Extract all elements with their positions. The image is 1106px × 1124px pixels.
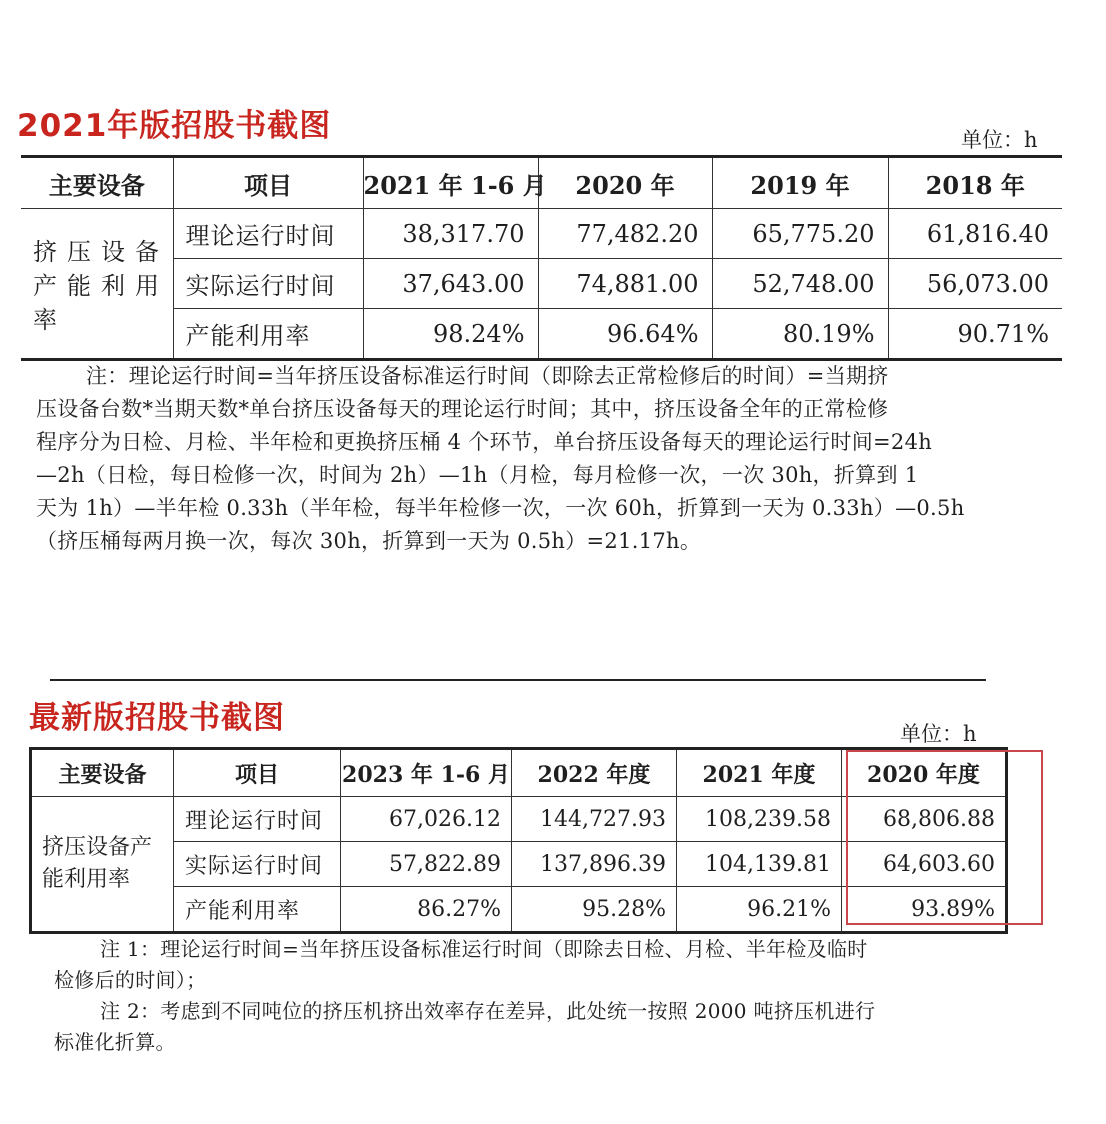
item-cell: 理论运行时间 [174, 797, 341, 842]
value-cell: 68,806.88 [842, 797, 1007, 842]
note-line: 注：理论运行时间=当年挤压设备标准运行时间（即除去正常检修后的时间）=当期挤 [86, 364, 889, 388]
note-line: （挤压桶每两月换一次，每次 30h，折算到一天为 0.5h）=21.17h。 [36, 529, 702, 553]
value-cell: 80.19% [712, 309, 888, 360]
value-cell: 61,816.40 [888, 209, 1062, 259]
header-cell: 2022 年度 [512, 749, 677, 797]
note-line: 天为 1h）—半年检 0.33h（半年检，每半年检修一次，一次 60h，折算到一天为 0.33h）—0.5h [36, 496, 965, 520]
section-2-unit: 单位：h [900, 722, 977, 746]
header-cell: 2018 年 [888, 157, 1062, 209]
value-cell: 86.27% [341, 887, 512, 933]
table-row [21, 209, 1062, 259]
table-header-row [21, 157, 1062, 209]
section-divider [50, 679, 986, 681]
header-cell: 2019 年 [712, 157, 888, 209]
group-label-cell: 挤压设备产能利用率 [31, 797, 174, 933]
highlight-box [846, 750, 1043, 925]
value-cell: 64,603.60 [842, 842, 1007, 887]
value-cell: 90.71% [888, 309, 1062, 360]
header-cell: 2023 年 1-6 月 [341, 749, 512, 797]
header-cell: 2020 年 [538, 157, 712, 209]
note-line: 注 2：考虑到不同吨位的挤压机挤出效率存在差异，此处统一按照 2000 吨挤压机进行 [100, 999, 876, 1023]
section-1-title: 2021年版招股书截图 [17, 108, 332, 144]
header-cell: 项目 [174, 749, 341, 797]
note-line: —2h（日检，每日检修一次，时间为 2h）—1h（月检，每月检修一次，一次 30h，折算到 1 [36, 463, 919, 487]
value-cell: 108,239.58 [677, 797, 842, 842]
note-line: 标准化折算。 [54, 1030, 176, 1054]
value-cell: 52,748.00 [712, 259, 888, 309]
note-line: 检修后的时间）； [54, 968, 207, 992]
value-cell: 77,482.20 [538, 209, 712, 259]
value-cell: 96.21% [677, 887, 842, 933]
item-cell: 产能利用率 [173, 309, 363, 360]
header-cell: 2021 年 1-6 月 [363, 157, 538, 209]
section-2-title: 最新版招股书截图 [29, 700, 285, 736]
value-cell: 98.24% [363, 309, 538, 360]
note-line: 压设备台数*当期天数*单台挤压设备每天的理论运行时间；其中，挤压设备全年的正常检修 [36, 397, 889, 421]
item-cell: 实际运行时间 [173, 259, 363, 309]
item-cell: 实际运行时间 [174, 842, 341, 887]
value-cell: 56,073.00 [888, 259, 1062, 309]
capacity-table-2021 [21, 155, 1062, 361]
value-cell: 74,881.00 [538, 259, 712, 309]
value-cell: 67,026.12 [341, 797, 512, 842]
group-label-cell: 挤压设备产能利用率 [21, 209, 173, 360]
item-cell: 产能利用率 [174, 887, 341, 933]
note-line: 注 1：理论运行时间=当年挤压设备标准运行时间（即除去日检、月检、半年检及临时 [100, 937, 868, 961]
section-1-unit: 单位：h [961, 128, 1038, 152]
value-cell: 96.64% [538, 309, 712, 360]
item-cell: 理论运行时间 [173, 209, 363, 259]
value-cell: 37,643.00 [363, 259, 538, 309]
value-cell: 38,317.70 [363, 209, 538, 259]
value-cell: 137,896.39 [512, 842, 677, 887]
header-cell: 主要设备 [21, 157, 173, 209]
table-row [21, 259, 1062, 309]
header-cell: 2021 年度 [677, 749, 842, 797]
value-cell: 93.89% [842, 887, 1007, 933]
header-cell: 项目 [173, 157, 363, 209]
table-row [21, 309, 1062, 360]
value-cell: 57,822.89 [341, 842, 512, 887]
value-cell: 104,139.81 [677, 842, 842, 887]
value-cell: 144,727.93 [512, 797, 677, 842]
header-cell: 主要设备 [31, 749, 174, 797]
section-1-note [36, 360, 965, 558]
value-cell: 95.28% [512, 887, 677, 933]
value-cell: 65,775.20 [712, 209, 888, 259]
header-cell: 2020 年度 [842, 749, 1007, 797]
note-line: 程序分为日检、月检、半年检和更换挤压桶 4 个环节，单台挤压设备每天的理论运行时间=24h [36, 430, 933, 454]
section-2-note [54, 934, 875, 1058]
